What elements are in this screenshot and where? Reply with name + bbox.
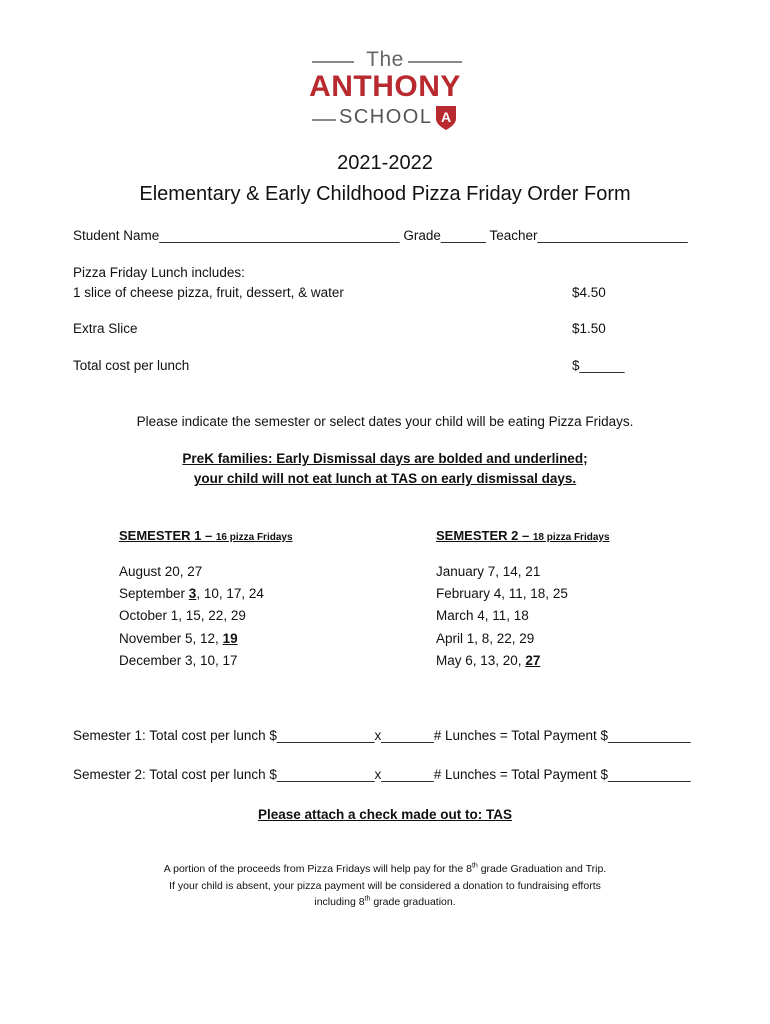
shield-icon — [435, 105, 457, 131]
student-name-field[interactable]: ________________________________ — [159, 228, 400, 243]
footer-line2: If your child is absent, your pizza payment will be considered a donation to fundraising efforts — [169, 879, 601, 892]
semester2-payment-line[interactable]: Semester 2: Total cost per lunch $_____________x_______# Lunches = Total Payment $___________ — [73, 767, 691, 782]
logo-anthony-text: ANTHONY — [309, 70, 461, 103]
student-name-label: Student Name — [73, 228, 160, 243]
total-cost-field[interactable]: $______ — [572, 358, 625, 373]
footer-note — [0, 861, 770, 911]
date-line-november: November 5, 12, 19 — [119, 630, 238, 646]
semester2-title: SEMESTER 2 – — [436, 528, 533, 543]
indicate-instruction: Please indicate the semester or select dates your child will be eating Pizza Fridays. — [136, 414, 634, 429]
date-line-february: February 4, 11, 18, 25 — [436, 586, 568, 602]
footer-line1: A portion of the proceeds from Pizza Fridays will help pay for the 8th grade Graduation and Trip. — [163, 862, 607, 875]
semester1-count: 16 pizza Fridays — [215, 532, 293, 543]
date-line-april: April 1, 8, 22, 29 — [436, 630, 535, 646]
attach-check-notice: Please attach a check made out to: TAS — [257, 807, 513, 822]
semester1-dates — [119, 561, 264, 672]
lunch-price: $4.50 — [572, 285, 606, 300]
extra-slice-price: $1.50 — [572, 321, 606, 336]
prek-notice-line1: PreK families: Early Dismissal days are bolded and underlined; — [182, 451, 588, 466]
total-cost-label: Total cost per lunch — [73, 358, 190, 373]
semester2-heading — [436, 528, 610, 543]
grade-field[interactable]: ______ — [440, 228, 486, 243]
logo-rule-right — [408, 61, 462, 63]
semester1-payment-line[interactable]: Semester 1: Total cost per lunch $_____________x_______# Lunches = Total Payment $___________ — [73, 728, 691, 743]
date-line-march: March 4, 11, 18 — [436, 608, 529, 624]
logo-rule-bottom — [312, 119, 336, 121]
logo-the-text: The — [366, 48, 404, 71]
date-line-may: May 6, 13, 20, 27 — [436, 652, 541, 668]
includes-label: Pizza Friday Lunch includes: — [73, 265, 245, 280]
grade-label: Grade — [403, 228, 441, 243]
footer-line3: including 8th grade graduation. — [314, 895, 456, 908]
student-info-line — [73, 228, 688, 243]
teacher-label: Teacher — [489, 228, 538, 243]
date-line-january: January 7, 14, 21 — [436, 564, 541, 579]
teacher-field[interactable]: ____________________ — [537, 228, 688, 243]
early-dismissal-date: 3 — [188, 586, 197, 602]
form-title: Elementary & Early Childhood Pizza Friday Order Form — [139, 183, 631, 205]
svg-text:A: A — [440, 109, 452, 125]
school-logo — [300, 48, 470, 138]
date-line-august: August 20, 27 — [119, 564, 203, 579]
date-line-december: December 3, 10, 17 — [119, 652, 238, 668]
semester2-count: 18 pizza Fridays — [532, 532, 610, 543]
logo-school-text: SCHOOL — [339, 106, 433, 128]
lunch-description: 1 slice of cheese pizza, fruit, dessert, & water — [73, 285, 344, 300]
prek-notice-line2: your child will not eat lunch at TAS on early dismissal days. — [193, 471, 577, 486]
semester1-heading — [119, 528, 293, 543]
form-year: 2021-2022 — [337, 152, 433, 174]
semester2-dates — [436, 561, 568, 672]
date-line-september: September 3, 10, 17, 24 — [119, 586, 264, 602]
early-dismissal-date: 27 — [525, 652, 541, 668]
early-dismissal-date: 19 — [222, 630, 238, 646]
date-line-october: October 1, 15, 22, 29 — [119, 608, 246, 624]
semester1-title: SEMESTER 1 – — [119, 528, 216, 543]
extra-slice-label: Extra Slice — [73, 321, 138, 336]
